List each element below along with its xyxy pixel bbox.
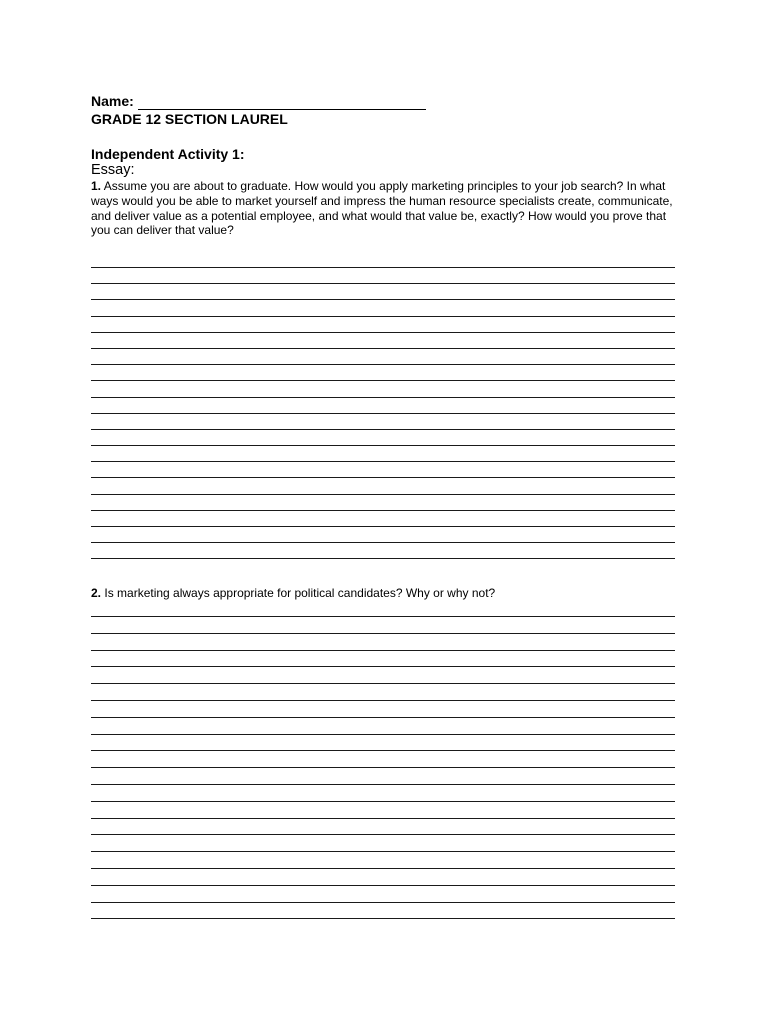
- name-label: Name:: [91, 93, 134, 109]
- answer-line[interactable]: [91, 750, 675, 751]
- answer-lines-question-2[interactable]: [91, 616, 675, 935]
- answer-line[interactable]: [91, 380, 675, 381]
- name-blank-line[interactable]: [138, 95, 426, 110]
- answer-line[interactable]: [91, 834, 675, 835]
- answer-line[interactable]: [91, 666, 675, 667]
- answer-line[interactable]: [91, 429, 675, 430]
- answer-line[interactable]: [91, 918, 675, 919]
- answer-line[interactable]: [91, 364, 675, 365]
- answer-line[interactable]: [91, 510, 675, 511]
- answer-line[interactable]: [91, 902, 675, 903]
- name-field-row: [91, 92, 426, 110]
- essay-label: Essay:: [91, 162, 135, 178]
- question-text: Is marketing always appropriate for political candidates? Why or why not?: [104, 586, 496, 600]
- answer-line[interactable]: [91, 558, 675, 559]
- answer-line[interactable]: [91, 316, 675, 317]
- answer-line[interactable]: [91, 494, 675, 495]
- answer-line[interactable]: [91, 650, 675, 651]
- answer-line[interactable]: [91, 717, 675, 718]
- answer-line[interactable]: [91, 700, 675, 701]
- answer-lines-question-1[interactable]: [91, 267, 675, 575]
- answer-line[interactable]: [91, 348, 675, 349]
- answer-line[interactable]: [91, 267, 675, 268]
- answer-line[interactable]: [91, 332, 675, 333]
- answer-line[interactable]: [91, 885, 675, 886]
- answer-line[interactable]: [91, 818, 675, 819]
- answer-line[interactable]: [91, 801, 675, 802]
- answer-line[interactable]: [91, 683, 675, 684]
- question-2: [91, 586, 681, 601]
- activity-title: Independent Activity 1:: [91, 146, 245, 162]
- question-text: Assume you are about to graduate. How would you apply marketing principles to your job search? In what ways would you be able to market yourself and impress the human resource specialists create, communicate, and deliver value as a potential employee, and what would that value be, exactly? How would you prove that you can deliver that value?: [91, 179, 673, 238]
- answer-line[interactable]: [91, 868, 675, 869]
- answer-line[interactable]: [91, 413, 675, 414]
- answer-line[interactable]: [91, 526, 675, 527]
- answer-line[interactable]: [91, 616, 675, 617]
- answer-line[interactable]: [91, 397, 675, 398]
- answer-line[interactable]: [91, 283, 675, 284]
- question-1: [91, 179, 681, 238]
- grade-section-heading: GRADE 12 SECTION LAUREL: [91, 111, 288, 127]
- answer-line[interactable]: [91, 477, 675, 478]
- answer-line[interactable]: [91, 542, 675, 543]
- question-number: 2.: [91, 586, 102, 600]
- answer-line[interactable]: [91, 784, 675, 785]
- answer-line[interactable]: [91, 299, 675, 300]
- answer-line[interactable]: [91, 461, 675, 462]
- question-number: 1.: [91, 179, 102, 193]
- answer-line[interactable]: [91, 734, 675, 735]
- answer-line[interactable]: [91, 633, 675, 634]
- answer-line[interactable]: [91, 767, 675, 768]
- answer-line[interactable]: [91, 445, 675, 446]
- answer-line[interactable]: [91, 851, 675, 852]
